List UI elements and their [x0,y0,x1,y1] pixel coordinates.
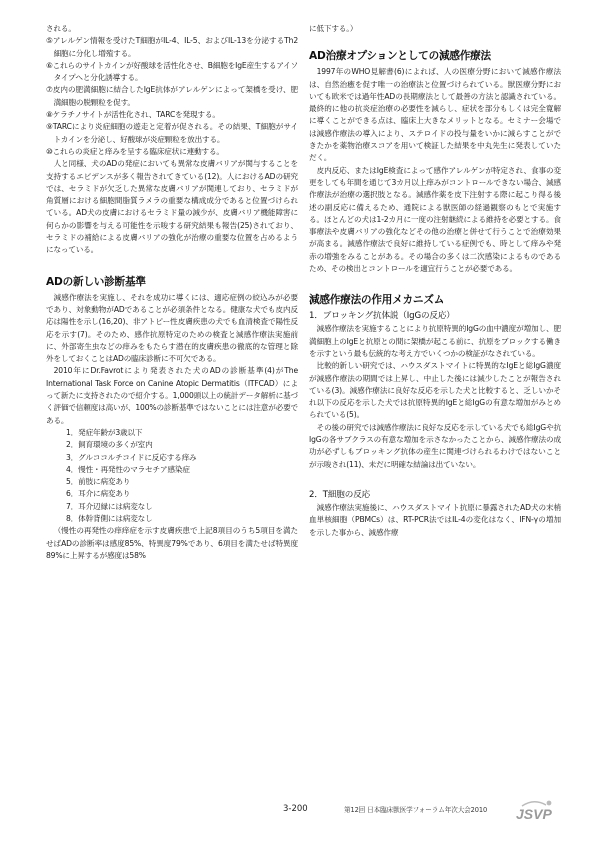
right-column [309,23,561,539]
page-footer [0,803,597,833]
paragraph-mechanism-3: その後の研究では減感作療法に良好な反応を示している犬でも総IgGや抗IgGの各サブクラスの有意な増加を示さなかったことから、減感作療法の成功が必ずしもブロッキング抗体の産生に関連づけられるわけではないことが示唆され(11)、未だに明確な結論は出ていない。 [309,422,561,469]
criteria-item: 3．グルココルチコイドに反応する痒み [66,452,197,462]
logo-text: JSVP [516,806,552,822]
paragraph-skin-barrier: 人と同様、犬のADの発症においても異常な皮膚バリアが関与することを支持するエビデンスが多く報告されてきている(12)。人におけるADの研究では、セラミドが欠乏した異常な皮膚バリアが関連しており、セラミドが角質層における細胞間脂質ラメラの重要な構成成分であると位置づけられている。AD犬の皮膚におけるセラミド量の減少が、皮膚バリア機能障害に何らかの影響を与える可能性を示唆する研究結果も報告(25)されており、セラミドの補給による皮膚バリアの強化が治療の重要な位置を占めるようになっている。 [46,159,298,255]
paragraph-option-1: 1997年のWHO見解書(6)によれば、人の医療分野において減感作療法は、自然治癒を促す唯一の治療法と位置づけられている。獣医療分野においても欧米では過年性ADの長期療法として最善の方法と認識されている。最終的に他の抗炎症治療の必要性を減らし、症状を部分もしくは完全寛解に導くことができる点は、臨床上大きなメリットとなる。セミナー会場では減感作療法の導入により、ステロイドの投与量をいかに減らすことができたかを薬物治療スコアを用いて検証した結果を中丸先生に発表していただく。 [309,67,561,163]
forum-title: 第12回 日本臨床獣医学フォーラム年次大会2010 [344,806,488,814]
criteria-item: 4．慢性・再発性のマラセチア感染症 [66,464,190,474]
paragraph-diagnosis-2: 2010年にDr.Favrotにより発表された犬のADの診断基準(4)がThe International Task Force on Canine Atopic Dermatitis（ITFCAD）によって新たに支持されたので紹介する。1,000頭以上の統計データ解析に基づく評価で信頼度は高いが、100%の診断基準ではないことには注意が必要である。 [46,366,298,425]
left-column [46,23,298,562]
paragraph-continued: される。 [46,24,76,33]
subheading-blocking-antibody: 1．ブロッキング抗体説（IgGの反応） [309,311,455,322]
criteria-item: 8．体幹背側には病変なし [66,513,153,523]
paragraph-mechanism-2: 比較的新しい研究では、ハウスダストマイトに特異的なIgEと総IgG濃度が減感作療法の期間では上昇し、中止した後には減少したことが報告されている(3)。減感作療法に良好な反応を示した犬と比較すると、乏しいかそれ以下の反応を示した犬では抗原特異的IgEと総IgGの有意な増加がみとめられている(5)。 [309,361,561,420]
list-item: ⑥これらのサイトカインが好酸球を活性化させ、B細胞をIgE産生するアイソタイプへと分化誘導する。 [46,60,298,83]
criteria-item: 2．飼育環境の多くが室内 [66,440,153,450]
paragraph-option-2: 皮内反応、またはIgE検査によって感作アレルゲンが特定され、食事の変更をしても年間を通じて3カ月以上痒みがコントロールできない場合、減感作療法が治療の選択肢となる。減感作薬を皮下注射する際に起こり得る後述の副反応に備えるため、通院による獣医師の経過観察のもとで実施する。ほとんどの犬は1-2カ月に一度の注射継続による維持を必要とする。食事療法や皮膚バリアの強化などその他の治療と併せて行うことで治療効果が高まる。減感作療法で良好に維持している症例でも、時として痒みや発赤の増強をみることがある。その場合の多くは二次感染によるものであるため、その検出とコントロールを適宜行うことが必要である。 [309,165,561,274]
criteria-item: 6．耳介に病変あり [66,489,131,499]
section-heading-mechanism: 減感作療法の作用メカニズム [309,294,445,307]
list-item: ⑤アレルゲン情報を受けたT細胞がIL-4、IL-5、およびIL-13を分泌するTh2細胞に分化し増殖する。 [46,36,298,58]
page-number: 3-200 [283,804,308,814]
paragraph-mechanism-4: 減感作療法実施後に、ハウスダストマイト抗原に暴露されたAD犬の末梢血単核細胞（PBMCs）は、RT-PCR法ではIL-4の変化はなく、IFN-γの増加を示した事から、減感作療 [309,502,561,537]
criteria-item: 5．前肢に病変あり [66,477,131,487]
criteria-item: 7．耳介辺縁には病変なし [66,501,153,511]
paragraph-mechanism-1: 減感作療法を実施することにより抗原特異的IgGの血中濃度が増加し、肥満細胞上のIgEと抗原との間に架橋が起こる前に、抗原をブロックする働きを示すという最も伝統的な考え方でいくつかの検証がなされている。 [309,324,561,358]
list-item: ⑧ケラチノサイトが活性化され、TARCを発現する。 [46,110,220,120]
list-item: ⑦皮内の肥満細胞に結合したIgE抗体がアレルゲンによって架橋を受け、肥満細胞の脱顆粒を促す。 [46,85,298,107]
jsvp-logo [512,797,572,823]
criteria-item: 1．発症年齢が3歳以下 [66,427,143,437]
paragraph-diagnosis-1: 減感作療法を実施し、それを成功に導くには、適応症例の絞込みが必要であり、対象動物がADであることが必須条件となる。健康な犬でも皮内反応は陽性を示し(16,20)、非アトピー性皮膚疾患の犬でも血清検査で陽性反応を示す(7)。そのため、感作抗原特定のための検査と減感作療法実施前に、外部寄生虫などの痒みをもたらす潜在的皮膚疾患の徹底的な管理と除外をしておくことはADの臨床診断に不可欠である。 [46,292,298,364]
section-heading-diagnosis: ADの新しい診断基準 [46,275,146,288]
list-item: ⑨TARCにより炎症細胞の遊走と定着が促される。その結果、T細胞がサイトカインを分泌し、好酸球が炎症顆粒を放出する。 [46,122,298,144]
subheading-t-cell-response: 2．T細胞の反応 [309,489,371,500]
list-item: ⑩これらの炎症と痒みを呈する臨床症状に連動する。 [46,146,224,156]
section-heading-treatment-option: AD治療オプションとしての減感作療法 [309,50,491,63]
paragraph-diagnosis-3: （慢性の再発性の痒痒症を示す皮膚疾患で上記8項目のうち5項目を満たせばADの診断率は感度85%、特異度79%であり、6項目を満たせば特異度89%に上昇するが感度は58% [46,526,298,560]
paragraph-continued: に低下する。） [309,24,358,33]
